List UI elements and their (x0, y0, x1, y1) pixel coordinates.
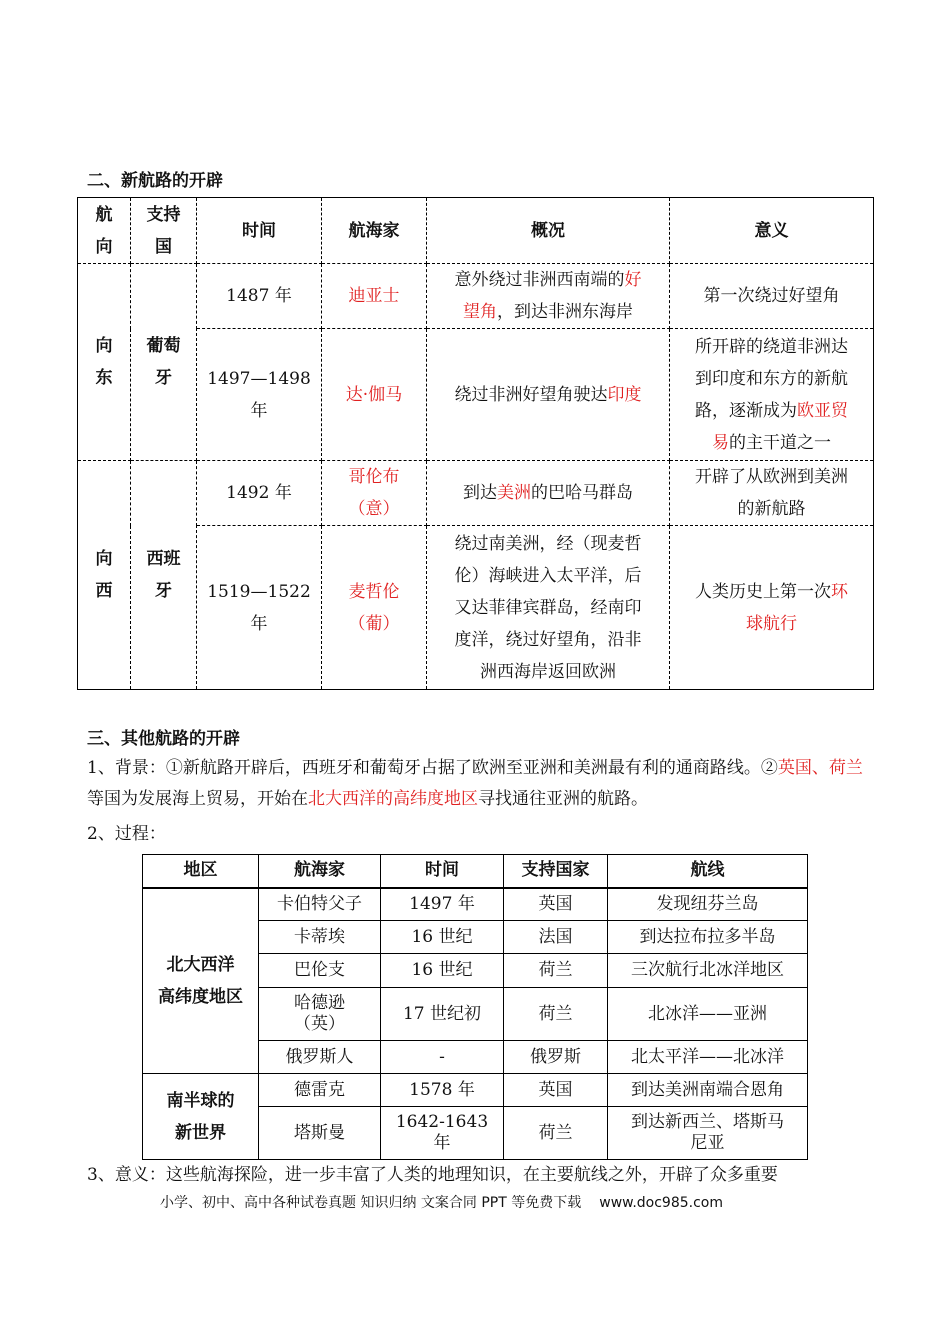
navigator-cell: 哥伦布 （意） (322, 461, 427, 526)
country-cell: 荷兰 (504, 954, 608, 988)
overview-cell: 绕过南美洲，经（现麦哲 伦）海峡进入太平洋，后 又达菲律宾群岛，经南印 度洋，绕过好望角，沿非 洲西海岸返回欧洲 (427, 526, 670, 690)
route-cell: 北太平洋——北冰洋 (608, 1041, 808, 1074)
table-row (78, 264, 874, 329)
footer-text: 小学、初中、高中各种试卷真题 知识归纳 文案合同 PPT 等免费下载 (160, 1195, 582, 1211)
country-portugal: 葡萄 牙 (131, 264, 197, 461)
section-title-other-routes: 三、其他航路的开辟 (87, 729, 240, 749)
navigator-cell: 达·伽马 (322, 329, 427, 461)
table-header-row (143, 855, 808, 888)
section-title-new-routes: 二、新航路的开辟 (87, 171, 223, 191)
table-row (143, 1074, 808, 1107)
time-cell: 1642-1643 年 (381, 1107, 504, 1160)
header-direction: 航 向 (78, 198, 131, 264)
page-footer (160, 1192, 723, 1212)
meaning-cell: 人类历史上第一次环 球航行 (670, 526, 874, 690)
header-country: 支持 国 (131, 198, 197, 264)
country-cell: 俄罗斯 (504, 1041, 608, 1074)
background-paragraph: 1、背景：①新航路开辟后，西班牙和葡萄牙占据了欧洲至亚洲和美洲最有利的通商路线。②英国、荷兰等国为发展海上贸易，开始在北大西洋的高纬度地区寻找通往亚洲的航路。 (87, 758, 863, 809)
route-cell: 到达美洲南端合恩角 (608, 1074, 808, 1107)
header-meaning: 意义 (670, 198, 874, 264)
table-row (78, 526, 874, 690)
header-region: 地区 (143, 855, 259, 888)
navigator-cell: 卡伯特父子 (259, 888, 381, 921)
process-label: 2、过程： (87, 824, 166, 844)
country-spain: 西班 牙 (131, 461, 197, 690)
navigator-cell: 巴伦支 (259, 954, 381, 988)
overview-cell: 意外绕过非洲西南端的好 望角，到达非洲东海岸 (427, 264, 670, 329)
navigator-cell: 塔斯曼 (259, 1107, 381, 1160)
navigator-cell: 德雷克 (259, 1074, 381, 1107)
route-cell: 到达新西兰、塔斯马 尼亚 (608, 1107, 808, 1160)
overview-cell: 到达美洲的巴哈马群岛 (427, 461, 670, 526)
header-navigator: 航海家 (322, 198, 427, 264)
table-header-row (78, 198, 874, 264)
region-southern-hemisphere: 南半球的 新世界 (143, 1074, 259, 1160)
time-cell: 17 世纪初 (381, 988, 504, 1041)
navigator-cell: 俄罗斯人 (259, 1041, 381, 1074)
country-cell: 英国 (504, 888, 608, 921)
country-cell: 荷兰 (504, 1107, 608, 1160)
significance-paragraph: 3、意义：这些航海探险，进一步丰富了人类的地理知识，在主要航线之外，开辟了众多重要 (87, 1165, 778, 1185)
time-cell: - (381, 1041, 504, 1074)
table-row (78, 329, 874, 461)
header-route: 航线 (608, 855, 808, 888)
route-cell: 北冰洋——亚洲 (608, 988, 808, 1041)
region-north-atlantic: 北大西洋 高纬度地区 (143, 888, 259, 1074)
table-row (78, 461, 874, 526)
header-time: 时间 (197, 198, 322, 264)
time-cell: 1519—1522 年 (197, 526, 322, 690)
header-time: 时间 (381, 855, 504, 888)
new-routes-table (77, 197, 874, 690)
meaning-cell: 所开辟的绕道非洲达 到印度和东方的新航 路，逐渐成为欧亚贸 易的主干道之一 (670, 329, 874, 461)
time-cell: 1497—1498 年 (197, 329, 322, 461)
overview-cell: 绕过非洲好望角驶达印度 (427, 329, 670, 461)
time-cell: 1578 年 (381, 1074, 504, 1107)
navigator-cell: 迪亚士 (322, 264, 427, 329)
route-cell: 发现纽芬兰岛 (608, 888, 808, 921)
time-cell: 16 世纪 (381, 954, 504, 988)
other-routes-table (142, 854, 808, 1160)
time-cell: 1487 年 (197, 264, 322, 329)
time-cell: 16 世纪 (381, 921, 504, 954)
navigator-cell: 哈德逊 （英） (259, 988, 381, 1041)
country-cell: 荷兰 (504, 988, 608, 1041)
header-country: 支持国家 (504, 855, 608, 888)
route-cell: 到达拉布拉多半岛 (608, 921, 808, 954)
table-row (143, 888, 808, 921)
time-cell: 1492 年 (197, 461, 322, 526)
country-cell: 英国 (504, 1074, 608, 1107)
header-overview: 概况 (427, 198, 670, 264)
navigator-cell: 卡蒂埃 (259, 921, 381, 954)
meaning-cell: 开辟了从欧洲到美洲 的新航路 (670, 461, 874, 526)
direction-east: 向 东 (78, 264, 131, 461)
navigator-cell: 麦哲伦 （葡） (322, 526, 427, 690)
meaning-cell: 第一次绕过好望角 (670, 264, 874, 329)
direction-west: 向 西 (78, 461, 131, 690)
header-navigator: 航海家 (259, 855, 381, 888)
country-cell: 法国 (504, 921, 608, 954)
time-cell: 1497 年 (381, 888, 504, 921)
footer-site-link[interactable]: www.doc985.com (599, 1195, 723, 1211)
route-cell: 三次航行北冰洋地区 (608, 954, 808, 988)
